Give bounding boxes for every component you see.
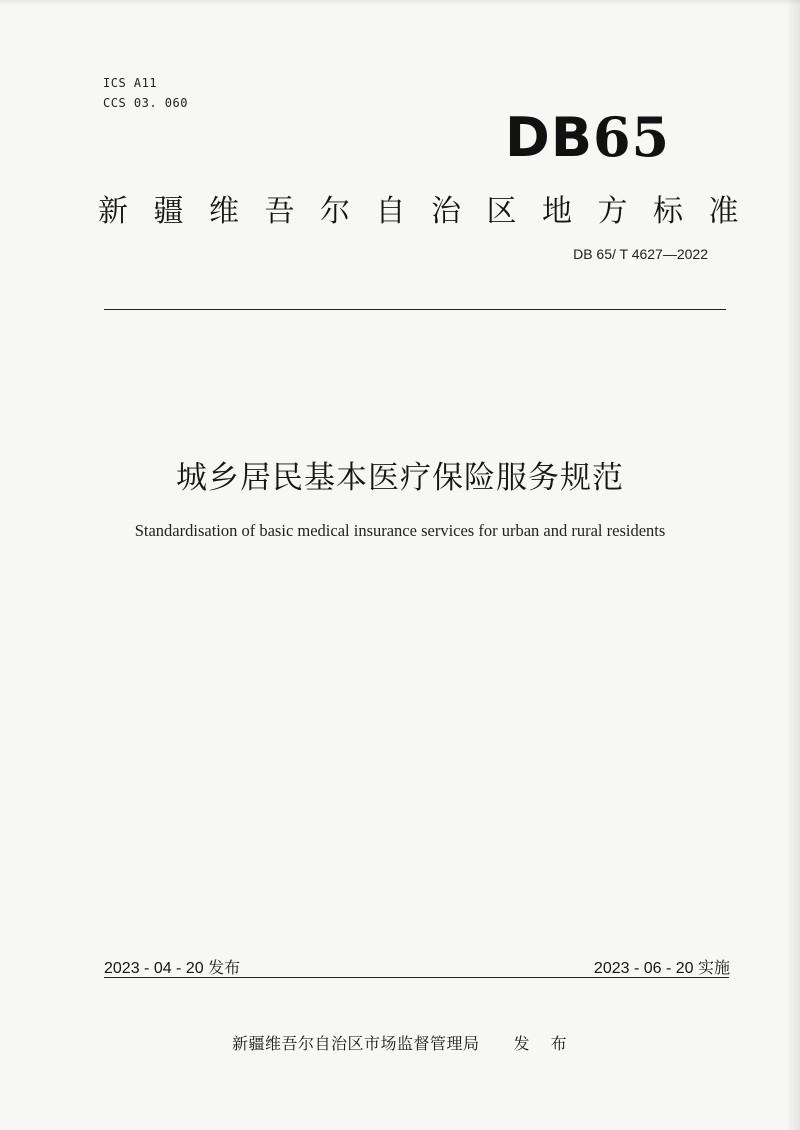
implementation-date: 2023 - 06 - 20 实施 bbox=[593, 960, 730, 977]
db-logo-number: 65 bbox=[592, 105, 671, 169]
ics-code: ICS A11 bbox=[103, 76, 158, 90]
document-title-english: Standardisation of basic medical insurance services for urban and rural residents bbox=[134, 521, 666, 540]
ccs-code: CCS 03. 060 bbox=[103, 96, 188, 110]
standard-category-title: 新疆维吾尔自治区地方标准 bbox=[98, 194, 764, 229]
document-title-chinese: 城乡居民基本医疗保险服务规范 bbox=[176, 460, 624, 496]
publisher-line bbox=[232, 1031, 575, 1054]
top-divider bbox=[104, 309, 726, 310]
issue-date: 2023 - 04 - 20 发布 bbox=[104, 960, 241, 977]
publisher-name: 新疆维吾尔自治区市场监督管理局 bbox=[232, 1034, 480, 1053]
scan-shadow-top bbox=[0, 0, 800, 6]
scan-shadow-right bbox=[786, 0, 800, 1130]
db65-logo bbox=[505, 105, 670, 169]
publisher-action: 发 布 bbox=[513, 1034, 575, 1053]
db-logo-letters: DB bbox=[505, 106, 593, 169]
bottom-divider bbox=[104, 977, 729, 978]
standard-code: DB 65/ T 4627—2022 bbox=[573, 246, 708, 262]
